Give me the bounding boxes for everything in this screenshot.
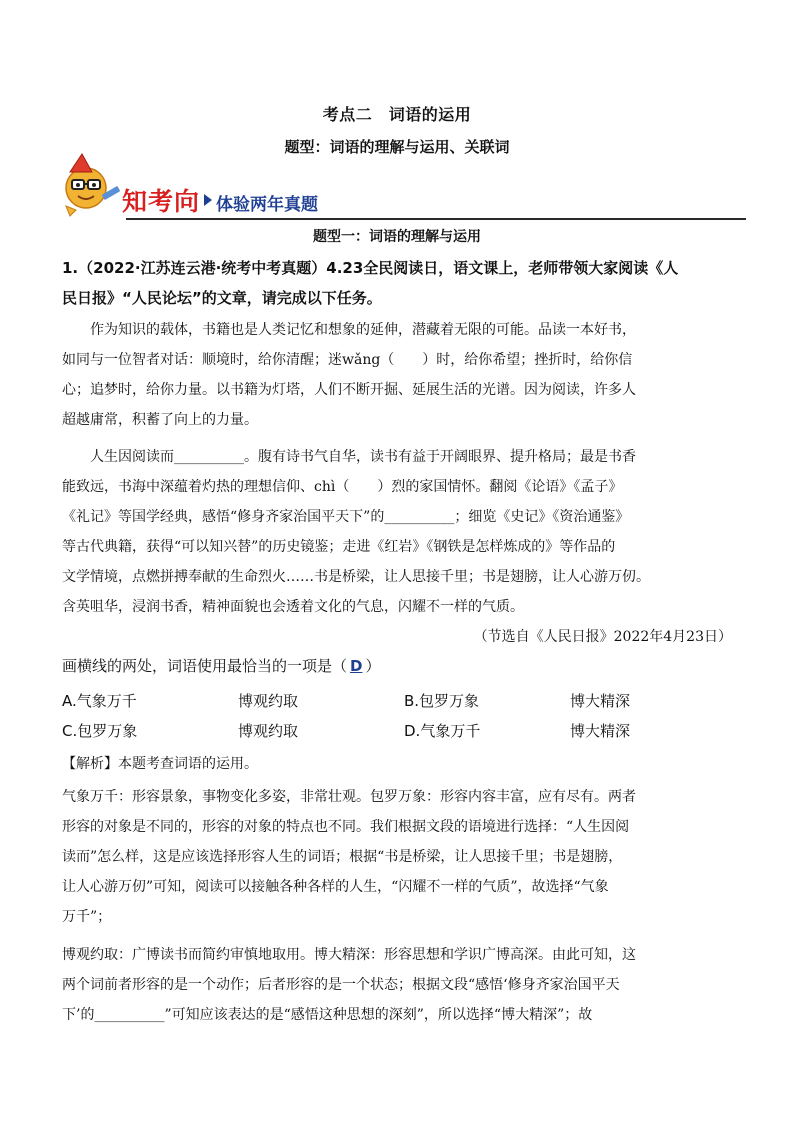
passage-paragraph-2 xyxy=(62,442,738,622)
analysis-line: 让人心游万仞”可知，阅读可以接触各种各样的人生，“闪耀不一样的气质”，故选择“气象 xyxy=(62,879,609,895)
passage-line: 文学情境，点燃拼搏奉献的生命烈火……书是桥梁，让人思接千里；书是翅膀，让人心游万仞。 xyxy=(62,569,650,585)
option-d-label: D.气象万千 xyxy=(404,722,481,740)
passage-line: 《礼记》等国学经典，感悟“修身齐家治国平天下”的__________；细览《史记》《资治通鉴》 xyxy=(62,509,630,525)
page-title: 考点二 词语的运用 xyxy=(322,105,472,124)
option-c-label: C.包罗万象 xyxy=(62,722,138,740)
analysis-line: 形容的对象是不同的，形容的对象的特点也不同。我们根据文段的语境进行选择：“人生因阅 xyxy=(62,819,630,835)
analysis-line: 博观约取：广博读书而简约审慎地取用。博大精深：形容思想和学识广博高深。由此可知，这 xyxy=(62,947,636,963)
section-banner xyxy=(56,150,746,222)
prompt-close: ） xyxy=(365,657,381,675)
passage-source: （节选自《人民日报》2022年4月23日） xyxy=(473,629,732,645)
play-arrow-icon xyxy=(204,194,212,206)
passage-line: 人生因阅读而__________。腹有诗书气自华，读书有益于开阔眼界、提升格局；最是书香 xyxy=(62,449,636,465)
banner-subtitle: 体验两年真题 xyxy=(216,195,318,215)
option-c-word2: 博观约取 xyxy=(238,722,299,740)
passage-line: 能致远，书海中深蕴着灼热的理想信仰、chì（ ）烈的家国情怀。翻阅《论语》《孟子》 xyxy=(62,479,623,495)
analysis-line: 读而”怎么样，这是应该选择形容人生的词语；根据“书是桥梁，让人思接千里；书是翅膀， xyxy=(62,849,623,865)
banner-title: 知考向 xyxy=(122,187,201,216)
analysis-line: 两个词前者形容的是一个动作；后者形容的是一个状态；根据文段“感悟‘修身齐家治国平天 xyxy=(62,977,620,993)
analysis-line: 下’的__________”可知应该表达的是“感悟这种思想的深刻”，所以选择“博大精深”；故 xyxy=(62,1007,593,1023)
passage-line: 如同与一位智者对话：顺境时，给你清醒；迷wǎng（ ）时，给你希望；挫折时，给你信 xyxy=(62,352,633,368)
analysis-paragraph-2 xyxy=(62,940,738,1030)
question-prompt xyxy=(62,655,380,676)
section-heading: 题型一：词语的理解与运用 xyxy=(313,229,481,245)
option-a-label: A.气象万千 xyxy=(62,692,137,710)
passage-line: 等古代典籍，获得“可以知兴替”的历史镜鉴；走进《红岩》《钢铁是怎样炼成的》等作品的 xyxy=(62,539,616,555)
question-stem xyxy=(62,253,738,313)
option-a-word2: 博观约取 xyxy=(238,692,299,710)
passage-line: 心；追梦时，给你力量。以书籍为灯塔，人们不断开掘、延展生活的光谱。因为阅读，许多人 xyxy=(62,382,636,398)
page-subtitle: 题型：词语的理解与运用、关联词 xyxy=(284,138,510,156)
analysis-paragraph-1 xyxy=(62,782,738,932)
pencil-mascot-icon xyxy=(56,150,128,222)
banner-underline xyxy=(126,218,746,220)
passage-line: 作为知识的载体，书籍也是人类记忆和想象的延伸，潜藏着无限的可能。品读一本好书， xyxy=(62,322,636,338)
analysis-line: 万千”； xyxy=(62,909,112,925)
option-b-label: B.包罗万象 xyxy=(404,692,480,710)
passage-paragraph-1 xyxy=(62,315,738,435)
answer-letter: D xyxy=(350,657,363,675)
question-stem-line: 民日报》“人民论坛”的文章，请完成以下任务。 xyxy=(62,289,382,307)
passage-line: 超越庸常，积蓄了向上的力量。 xyxy=(62,412,258,428)
option-d-word2: 博大精深 xyxy=(570,722,631,740)
prompt-text: 画横线的两处，词语使用最恰当的一项是（ xyxy=(62,657,348,675)
analysis-line: 气象万千：形容景象，事物变化多姿，非常壮观。包罗万象：形容内容丰富，应有尽有。两者 xyxy=(62,789,636,805)
passage-line: 含英咀华，浸润书香，精神面貌也会透着文化的气息，闪耀不一样的气质。 xyxy=(62,599,524,615)
question-stem-line: 1.（2022·江苏连云港·统考中考真题）4.23全民阅读日，语文课上，老师带领大家阅读《人 xyxy=(62,259,679,277)
analysis-heading: 【解析】本题考查词语的运用。 xyxy=(62,756,258,772)
option-b-word2: 博大精深 xyxy=(570,692,631,710)
